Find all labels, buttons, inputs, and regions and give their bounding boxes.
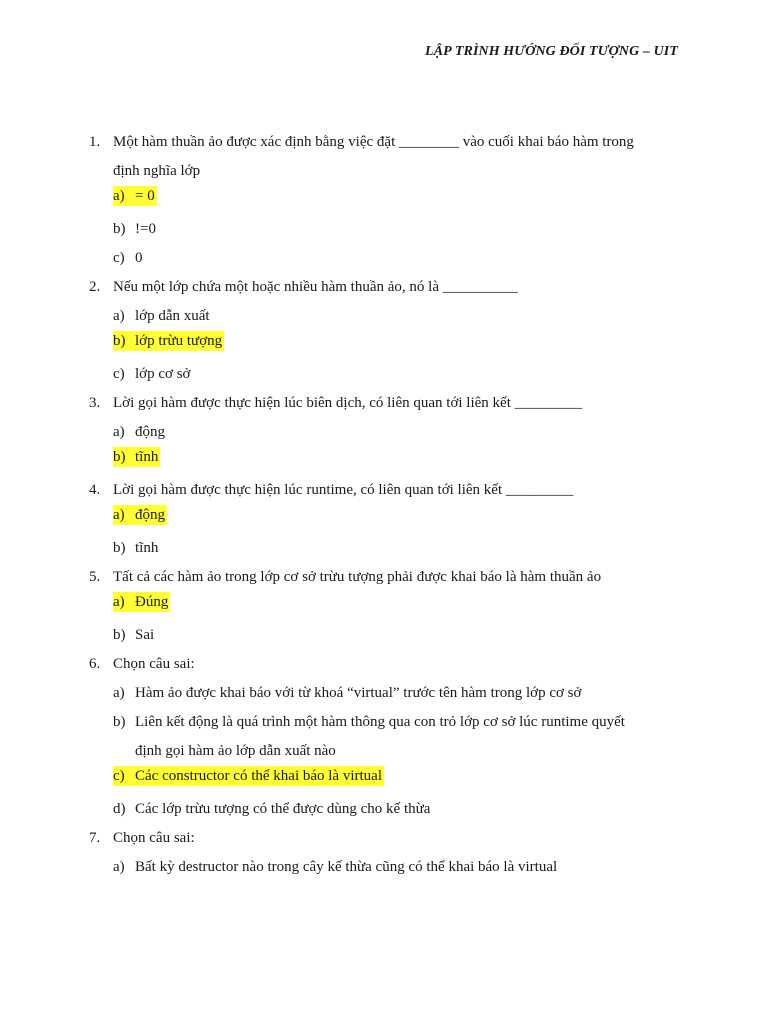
option-text: tĩnh <box>135 540 159 556</box>
answer-option-content <box>113 795 430 824</box>
option-text-cont: định gọi hàm ảo lớp dẫn xuất nào <box>135 743 336 759</box>
answer-option <box>0 853 768 882</box>
option-letter: a) <box>113 507 125 523</box>
option-text: !=0 <box>135 221 156 237</box>
question-5 <box>0 563 768 592</box>
option-letter: b) <box>113 221 126 237</box>
option-text: lớp dẫn xuất <box>135 308 210 324</box>
question-7 <box>0 824 768 853</box>
option-letter: a) <box>113 594 125 610</box>
question-number: 1. <box>89 134 101 150</box>
option-letter: b) <box>113 714 126 730</box>
question-text: Lời gọi hàm được thực hiện lúc runtime, có liên quan tới liên kết _________ <box>113 482 574 498</box>
answer-option-content <box>113 679 581 708</box>
option-letter: b) <box>113 627 126 643</box>
quiz-content <box>0 128 768 882</box>
question-text: Một hàm thuần ảo được xác định bằng việc đặt ________ vào cuối khai báo hàm trong <box>113 134 634 150</box>
question-text: Chọn câu sai: <box>113 656 195 672</box>
option-letter: c) <box>113 366 125 382</box>
answer-option-highlighted <box>113 331 224 351</box>
answer-option-highlighted <box>113 447 160 467</box>
question-text-continuation <box>0 157 768 186</box>
answer-option <box>0 302 768 331</box>
question-number: 5. <box>89 569 101 585</box>
option-text: Bất kỳ destructor nào trong cây kế thừa cũng có thể khai báo là virtual <box>135 859 558 875</box>
answer-option-highlighted <box>113 186 157 206</box>
answer-option-content <box>113 360 190 389</box>
option-letter: b) <box>113 333 126 349</box>
option-letter: c) <box>113 250 125 266</box>
answer-option-content <box>113 215 156 244</box>
option-text: Liên kết động là quá trình một hàm thông qua con trỏ lớp cơ sở lúc runtime quyết <box>135 714 625 730</box>
option-text: Hàm ảo được khai báo với từ khoá “virtual” trước tên hàm trong lớp cơ sở <box>135 685 582 701</box>
question-number: 7. <box>89 830 101 846</box>
question-6 <box>0 650 768 679</box>
question-text: Nếu một lớp chứa một hoặc nhiều hàm thuần ảo, nó là __________ <box>113 279 518 295</box>
answer-option <box>0 708 768 737</box>
answer-option <box>0 766 768 795</box>
option-letter: a) <box>113 308 125 324</box>
answer-option <box>0 505 768 534</box>
question-number: 4. <box>89 482 101 498</box>
answer-option-highlighted <box>113 505 167 525</box>
option-text: Sai <box>135 627 155 643</box>
question-text: Tất cả các hàm ảo trong lớp cơ sở trừu tượng phải được khai báo là hàm thuần ảo <box>113 569 602 585</box>
question-number: 3. <box>89 395 101 411</box>
answer-option <box>0 215 768 244</box>
answer-option <box>0 679 768 708</box>
answer-option-content <box>113 418 165 447</box>
option-letter: b) <box>113 540 126 556</box>
question-text: Lời gọi hàm được thực hiện lúc biên dịch, có liên quan tới liên kết _________ <box>113 395 583 411</box>
option-letter: a) <box>113 685 125 701</box>
answer-option-highlighted <box>113 766 384 786</box>
option-letter: a) <box>113 424 125 440</box>
answer-option <box>0 447 768 476</box>
option-text: Các constructor có thể khai báo là virtual <box>135 768 382 784</box>
option-text: Đúng <box>135 594 169 610</box>
question-4 <box>0 476 768 505</box>
answer-option-content <box>113 534 158 563</box>
answer-option-content <box>113 853 557 882</box>
answer-option <box>0 534 768 563</box>
answer-option <box>0 244 768 273</box>
answer-option <box>0 795 768 824</box>
option-text: tĩnh <box>135 449 159 465</box>
option-letter: a) <box>113 188 125 204</box>
answer-option <box>0 360 768 389</box>
page-header: LẬP TRÌNH HƯỚNG ĐỐI TƯỢNG – UIT <box>425 44 678 59</box>
answer-option-highlighted <box>113 592 170 612</box>
option-text: động <box>135 424 165 440</box>
answer-option <box>0 621 768 650</box>
option-letter: a) <box>113 859 125 875</box>
question-number: 2. <box>89 279 101 295</box>
option-text: động <box>135 507 165 523</box>
answer-option-content <box>113 302 210 331</box>
option-text: 0 <box>135 250 143 266</box>
answer-option-content <box>113 708 625 737</box>
question-3 <box>0 389 768 418</box>
answer-option <box>0 331 768 360</box>
answer-option <box>0 592 768 621</box>
answer-option-content <box>113 244 143 273</box>
question-2 <box>0 273 768 302</box>
option-text: = 0 <box>135 188 155 204</box>
question-1 <box>0 128 768 157</box>
question-text-cont: định nghĩa lớp <box>113 163 201 179</box>
option-text: Các lớp trừu tượng có thể được dùng cho kế thừa <box>135 801 431 817</box>
question-text: Chọn câu sai: <box>113 830 195 846</box>
answer-option-content <box>113 621 154 650</box>
option-letter: c) <box>113 768 125 784</box>
option-text: lớp trừu tượng <box>135 333 223 349</box>
question-number: 6. <box>89 656 101 672</box>
option-letter: d) <box>113 801 126 817</box>
answer-option <box>0 186 768 215</box>
option-letter: b) <box>113 449 126 465</box>
answer-option <box>0 418 768 447</box>
answer-option-continuation <box>0 737 768 766</box>
option-text: lớp cơ sở <box>135 366 191 382</box>
